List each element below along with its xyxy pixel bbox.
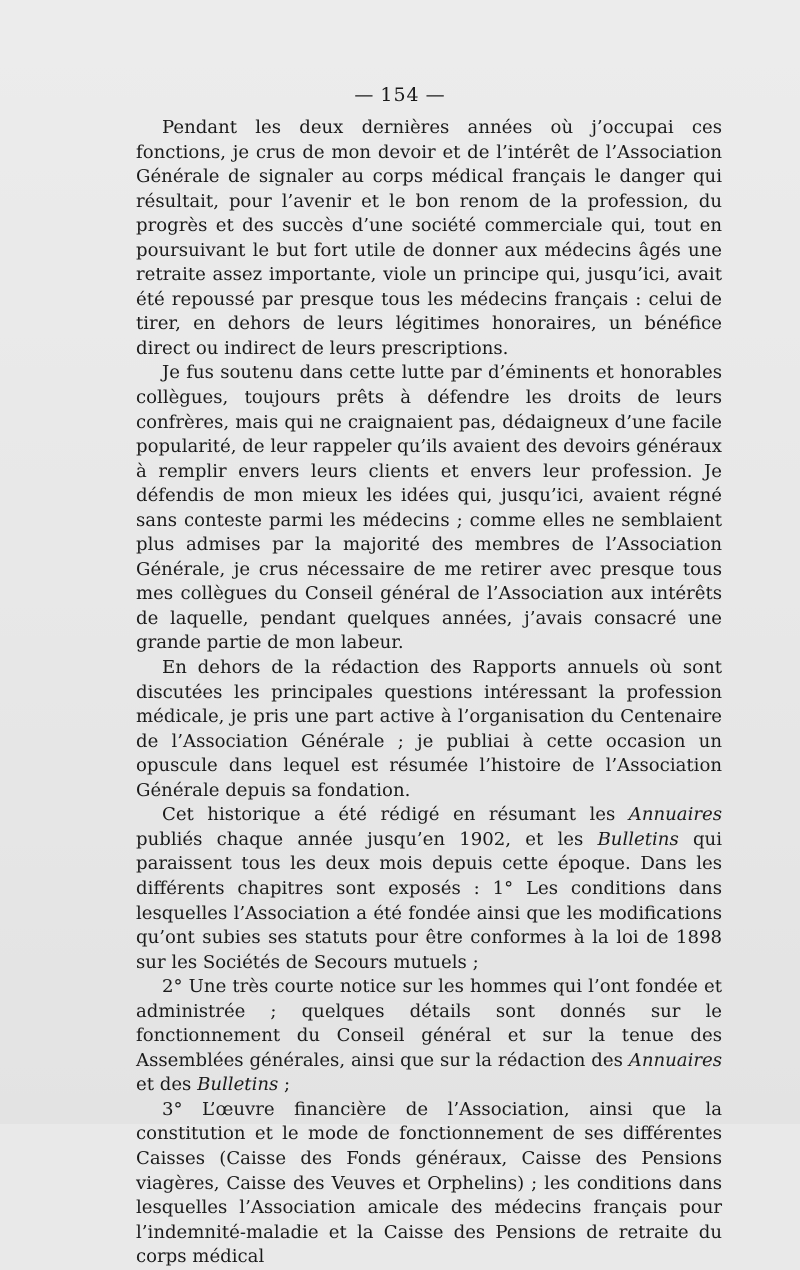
paragraph-5-italic-annuaires: Annuaires (628, 1049, 722, 1071)
page-number-value: 154 (380, 84, 420, 106)
paragraph-4-italic-annuaires: Annuaires (628, 804, 722, 826)
paragraph-2: Je fus soutenu dans cette lutte par d’éminents et honorables collègues, toujours prêts à défendre les droits de leurs confrères, mais qui ne craignaient pas, dédaigneux d’une facile popularité, de leur rappeler qu’ils avaient des devoirs généraux à remplir envers leurs clients et envers leur profession. Je défendis de mon mieux les idées qui, jusqu’ici, avaient régné sans conteste parmi les médecins ; comme elles ne semblaient plus admises par la majorité des membres de l’Association Générale, je crus nécessaire de me retirer avec presque tous mes collègues du Conseil général de l’Association aux intérêts de laquelle, pendant quelques années, j’avais consacré une grande partie de mon labeur. (136, 362, 722, 654)
paragraph-3: En dehors de la rédaction des Rapports annuels où sont discutées les principales questions intéressant la profession médicale, je pris une part active à l’organisation du Centenaire de l’Association Générale ; je publiai à cette occasion un opuscule dans lequel est résumée l’histoire de l’Association Générale depuis sa fondation. (136, 657, 722, 801)
paragraph-4 (136, 803, 722, 975)
page-number-dash-right: — (425, 84, 446, 106)
paragraph-5 (136, 975, 722, 1098)
paragraph-4-text-b: publiés chaque année jusqu’en 1902, et les (136, 828, 598, 850)
paragraph-5-italic-bulletins: Bulletins (197, 1074, 279, 1096)
paragraph-6: 3° L’œuvre financière de l’Association, ainsi que la constitution et le mode de fonctionnement de ses différentes Caisses (Caisse des Fonds généraux, Caisse des Pensions viagères, Caisse des Veuves et Orphelins) ; les conditions dans lesquelles l’Association amicale des médecins français pour l’indemnité-maladie et la Caisse des Pensions de retraite du corps médical (136, 1098, 722, 1268)
body-text (136, 116, 722, 1270)
paragraph-4-text-c: qui paraissent tous les deux mois depuis cette époque. Dans les différents chapitres sont exposés : 1° Les conditions dans lesquelles l’Association a été fondée ainsi que les modifications qu’ont subies ses statuts pour être conformes à la loi de 1898 sur les Sociétés de Secours mutuels ; (136, 828, 722, 973)
paragraph-5-text-a: 2° Une très courte notice sur les hommes qui l’ont fondée et administrée ; quelques détails sont donnés sur le fonctionnement du Conseil général et sur la tenue des Assemblées générales, ainsi que sur la rédaction des (136, 976, 722, 1071)
paragraph-5-text-b: et des (136, 1074, 198, 1096)
page-number (0, 84, 800, 106)
paragraph-1: Pendant les deux dernières années où j’occupai ces fonctions, je crus de mon devoir et de l’intérêt de l’Association Générale de signaler au corps médical français le danger qui résultait, pour l’avenir et le bon renom de la profession, du progrès et des succès d’une société commerciale qui, tout en poursuivant le but fort utile de donner aux médecins âgés une retraite assez importante, viole un principe qui, jusqu’ici, avait été repoussé par presque tous les médecins français : celui de tirer, en dehors de leurs légitimes honoraires, un bénéfice direct ou indirect de leurs prescriptions. (136, 117, 722, 359)
paragraph-4-italic-bulletins: Bulletins (597, 828, 679, 850)
paragraph-4-text-a: Cet historique a été rédigé en résumant les (162, 804, 629, 826)
paragraph-5-text-c: ; (278, 1074, 291, 1096)
page-number-dash-left: — (354, 84, 375, 106)
